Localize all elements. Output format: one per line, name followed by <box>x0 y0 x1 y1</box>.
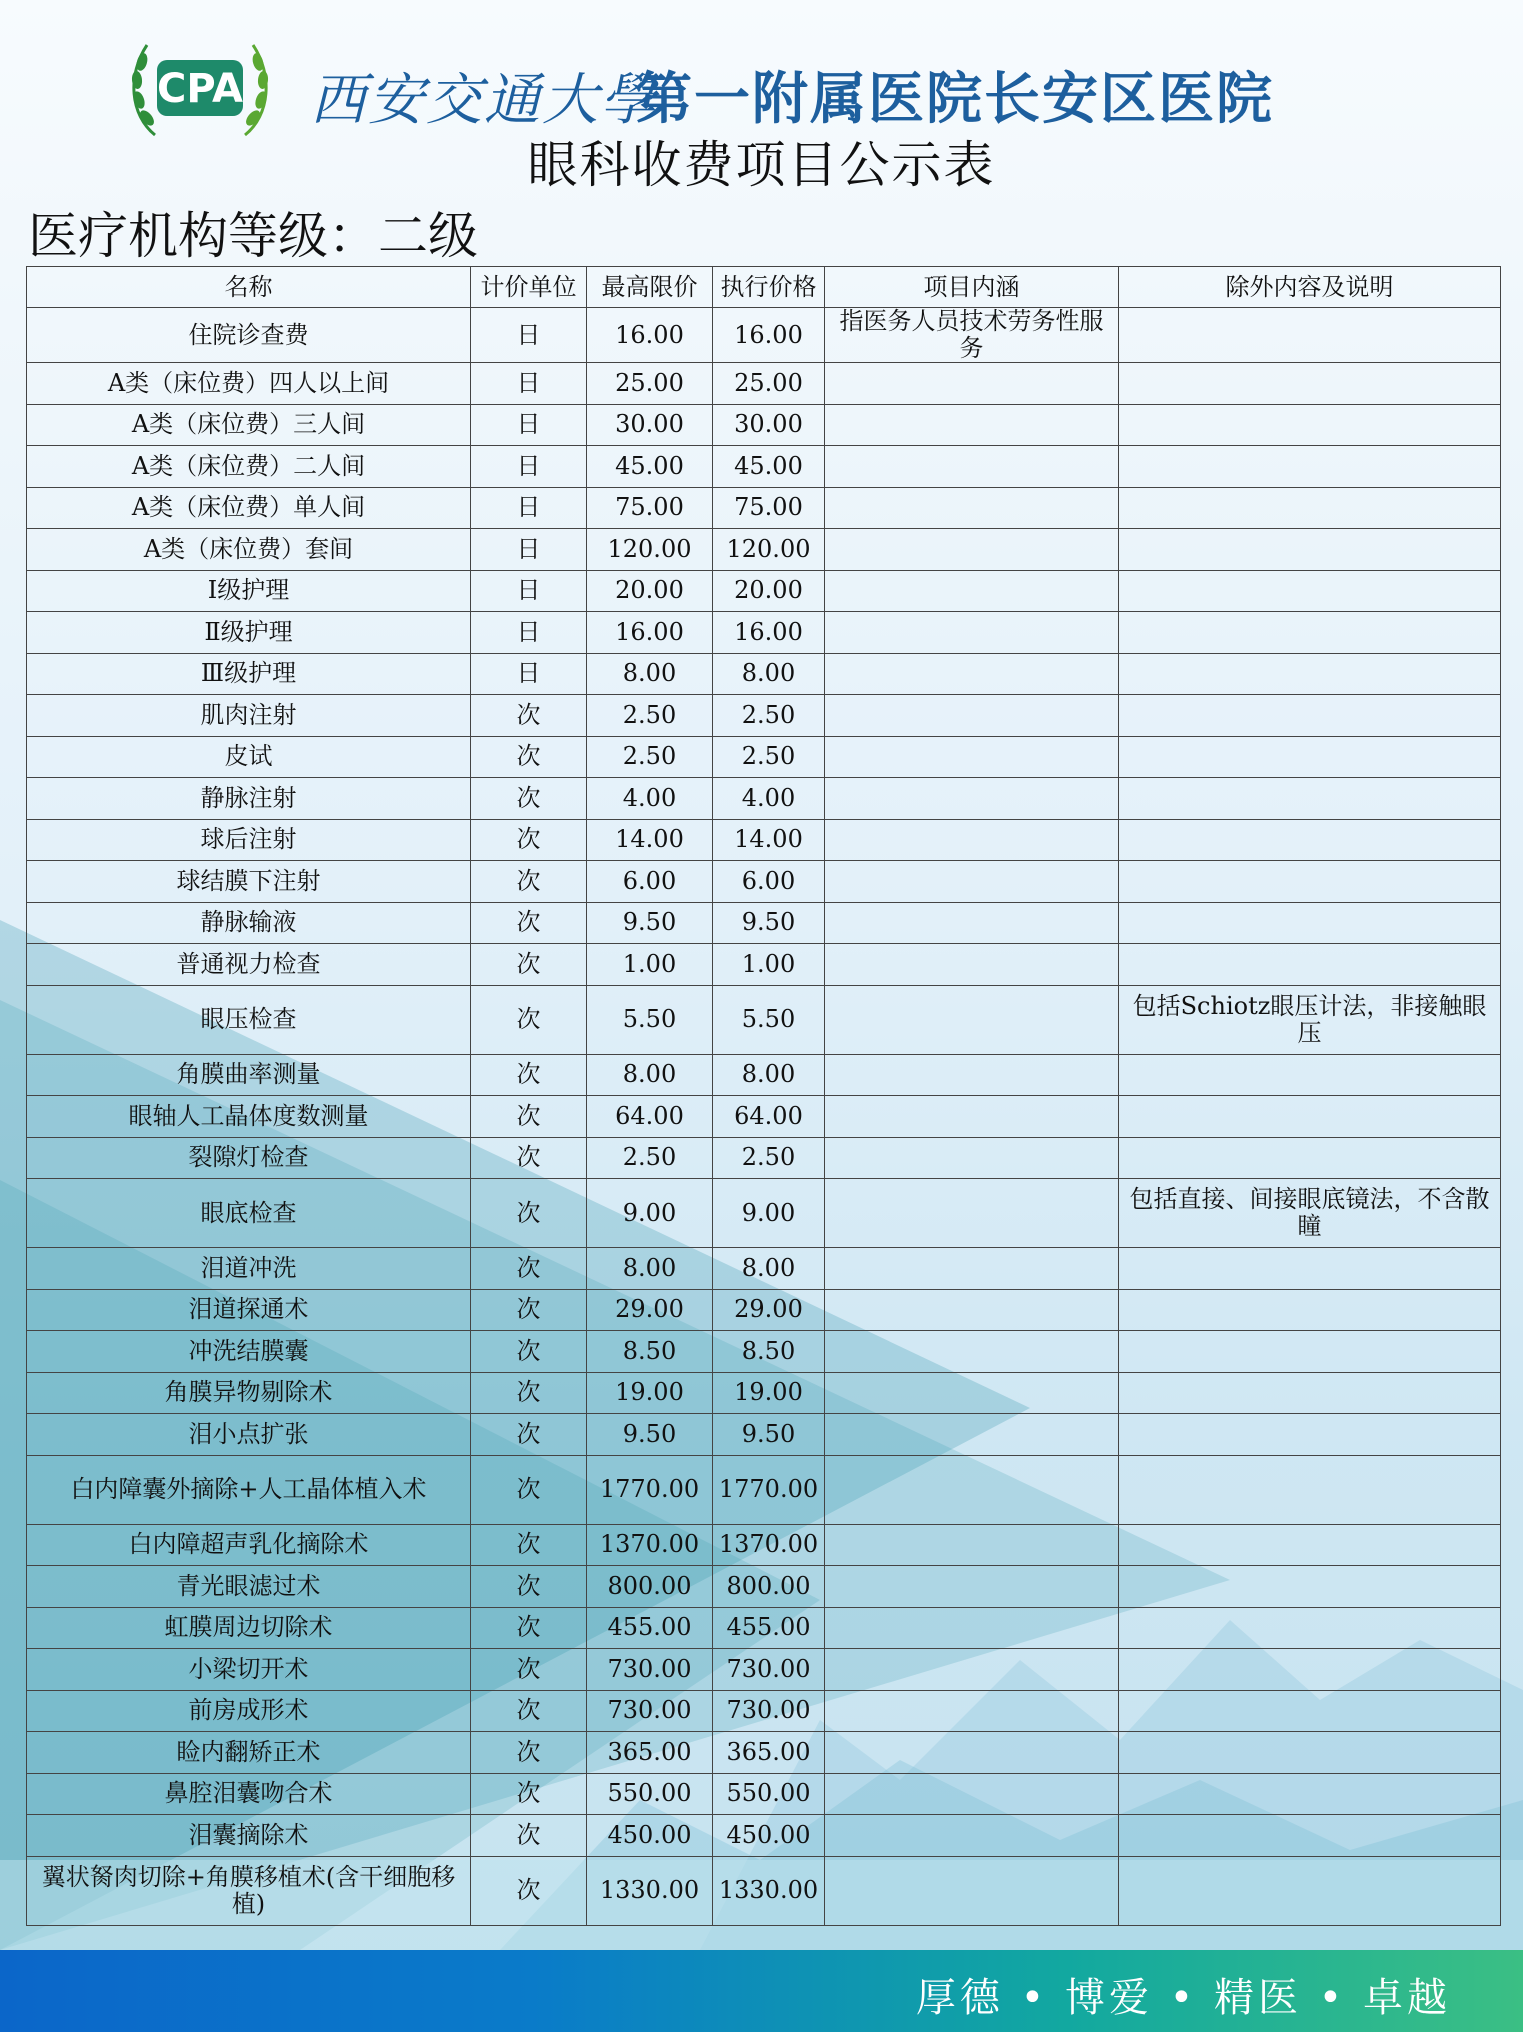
cell-exec-price: 30.00 <box>713 404 825 446</box>
table-row <box>27 1856 1501 1925</box>
cell-note <box>1119 653 1501 695</box>
table-row <box>27 1815 1501 1857</box>
cell-exec-price: 9.50 <box>713 1414 825 1456</box>
cell-note <box>1119 1096 1501 1138</box>
cell-note <box>1119 819 1501 861</box>
cell-exec-price: 1370.00 <box>713 1524 825 1566</box>
cell-exec-price: 8.00 <box>713 1054 825 1096</box>
cell-note <box>1119 1773 1501 1815</box>
cell-exec-price: 8.50 <box>713 1331 825 1373</box>
cell-content <box>825 653 1119 695</box>
cell-exec-price: 455.00 <box>713 1607 825 1649</box>
cell-unit: 日 <box>471 404 587 446</box>
table-row <box>27 1455 1501 1524</box>
cell-exec-price: 9.50 <box>713 902 825 944</box>
cell-unit: 次 <box>471 736 587 778</box>
table-row <box>27 363 1501 405</box>
table-row <box>27 1732 1501 1774</box>
cell-max-price: 2.50 <box>587 1137 713 1179</box>
cell-item-name: 眼轴人工晶体度数测量 <box>27 1096 471 1138</box>
table-row <box>27 612 1501 654</box>
cell-item-name: 白内障超声乳化摘除术 <box>27 1524 471 1566</box>
cell-max-price: 365.00 <box>587 1732 713 1774</box>
table-row <box>27 778 1501 820</box>
cell-note <box>1119 944 1501 986</box>
cell-unit: 次 <box>471 1607 587 1649</box>
cell-unit: 次 <box>471 1524 587 1566</box>
table-row <box>27 944 1501 986</box>
cell-max-price: 450.00 <box>587 1815 713 1857</box>
table-row <box>27 653 1501 695</box>
cell-content <box>825 1096 1119 1138</box>
cell-exec-price: 450.00 <box>713 1815 825 1857</box>
cell-unit: 日 <box>471 529 587 571</box>
cell-item-name: Ⅱ级护理 <box>27 612 471 654</box>
cell-item-name: A类（床位费）单人间 <box>27 487 471 529</box>
header-name: 名称 <box>27 267 471 308</box>
cell-exec-price: 6.00 <box>713 861 825 903</box>
cell-content <box>825 529 1119 571</box>
cell-note <box>1119 570 1501 612</box>
cell-unit: 日 <box>471 487 587 529</box>
cell-note <box>1119 1054 1501 1096</box>
cell-max-price: 29.00 <box>587 1289 713 1331</box>
cell-exec-price: 19.00 <box>713 1372 825 1414</box>
table-row <box>27 985 1501 1054</box>
cell-item-name: 小梁切开术 <box>27 1649 471 1691</box>
cell-exec-price: 365.00 <box>713 1732 825 1774</box>
cell-item-name: A类（床位费）套间 <box>27 529 471 571</box>
cell-item-name: 前房成形术 <box>27 1690 471 1732</box>
cell-item-name: 白内障囊外摘除+人工晶体植入术 <box>27 1455 471 1524</box>
header-exec-price: 执行价格 <box>713 267 825 308</box>
cell-unit: 次 <box>471 985 587 1054</box>
cell-unit: 次 <box>471 1289 587 1331</box>
cell-content <box>825 819 1119 861</box>
cell-unit: 次 <box>471 1566 587 1608</box>
cell-note <box>1119 1732 1501 1774</box>
cell-max-price: 16.00 <box>587 612 713 654</box>
cell-unit: 日 <box>471 308 587 363</box>
institution-level: 医疗机构等级：二级 <box>28 207 478 265</box>
cell-unit: 次 <box>471 1054 587 1096</box>
cell-unit: 次 <box>471 1096 587 1138</box>
cell-max-price: 14.00 <box>587 819 713 861</box>
cell-exec-price: 20.00 <box>713 570 825 612</box>
cell-max-price: 4.00 <box>587 778 713 820</box>
cell-exec-price: 1.00 <box>713 944 825 986</box>
logo-letters: CPA <box>157 66 243 112</box>
cell-max-price: 8.00 <box>587 1248 713 1290</box>
cell-max-price: 1370.00 <box>587 1524 713 1566</box>
footer-bar <box>0 1950 1523 2032</box>
cell-max-price: 1.00 <box>587 944 713 986</box>
cell-max-price: 30.00 <box>587 404 713 446</box>
cell-note <box>1119 1414 1501 1456</box>
cell-content <box>825 1773 1119 1815</box>
cell-max-price: 550.00 <box>587 1773 713 1815</box>
cell-note <box>1119 695 1501 737</box>
cell-content <box>825 985 1119 1054</box>
table-row <box>27 1649 1501 1691</box>
hospital-name-main: 第一附属医院长安区医院 <box>636 67 1274 132</box>
cell-content <box>825 1137 1119 1179</box>
cell-item-name: 眼压检查 <box>27 985 471 1054</box>
cell-note <box>1119 1524 1501 1566</box>
cell-item-name: A类（床位费）三人间 <box>27 404 471 446</box>
cell-max-price: 5.50 <box>587 985 713 1054</box>
cell-item-name: 泪道探通术 <box>27 1289 471 1331</box>
cell-item-name: 裂隙灯检查 <box>27 1137 471 1179</box>
table-row <box>27 1289 1501 1331</box>
cell-note <box>1119 902 1501 944</box>
cell-item-name: A类（床位费）四人以上间 <box>27 363 471 405</box>
cell-content <box>825 1414 1119 1456</box>
cell-note <box>1119 1607 1501 1649</box>
cell-unit: 次 <box>471 1649 587 1691</box>
cell-content <box>825 695 1119 737</box>
cell-note <box>1119 1815 1501 1857</box>
cell-unit: 日 <box>471 363 587 405</box>
table-row <box>27 1054 1501 1096</box>
table-row <box>27 487 1501 529</box>
cell-exec-price: 730.00 <box>713 1690 825 1732</box>
cell-max-price: 45.00 <box>587 446 713 488</box>
cell-note <box>1119 404 1501 446</box>
cell-exec-price: 1770.00 <box>713 1455 825 1524</box>
cell-item-name: 静脉输液 <box>27 902 471 944</box>
cell-max-price: 2.50 <box>587 695 713 737</box>
cell-content <box>825 1815 1119 1857</box>
cell-content <box>825 1331 1119 1373</box>
table-row <box>27 1414 1501 1456</box>
cell-content <box>825 1649 1119 1691</box>
cell-item-name: 青光眼滤过术 <box>27 1566 471 1608</box>
cell-max-price: 64.00 <box>587 1096 713 1138</box>
table-row <box>27 1179 1501 1248</box>
cell-item-name: 虹膜周边切除术 <box>27 1607 471 1649</box>
cell-exec-price: 64.00 <box>713 1096 825 1138</box>
cell-exec-price: 730.00 <box>713 1649 825 1691</box>
cell-max-price: 8.00 <box>587 1054 713 1096</box>
table-row <box>27 570 1501 612</box>
table-row <box>27 1690 1501 1732</box>
cell-note <box>1119 861 1501 903</box>
cell-exec-price: 2.50 <box>713 695 825 737</box>
cell-unit: 次 <box>471 1815 587 1857</box>
cell-max-price: 9.00 <box>587 1179 713 1248</box>
cell-item-name: 泪囊摘除术 <box>27 1815 471 1857</box>
cell-unit: 次 <box>471 819 587 861</box>
table-row <box>27 1607 1501 1649</box>
cell-item-name: 冲洗结膜囊 <box>27 1331 471 1373</box>
cell-item-name: 皮试 <box>27 736 471 778</box>
cell-exec-price: 29.00 <box>713 1289 825 1331</box>
cell-exec-price: 4.00 <box>713 778 825 820</box>
cell-max-price: 6.00 <box>587 861 713 903</box>
cell-content <box>825 1607 1119 1649</box>
cell-max-price: 75.00 <box>587 487 713 529</box>
table-row <box>27 1137 1501 1179</box>
cell-content <box>825 1248 1119 1290</box>
table-row <box>27 736 1501 778</box>
fee-table <box>26 266 1501 1926</box>
header-max-price: 最高限价 <box>587 267 713 308</box>
cell-unit: 次 <box>471 1414 587 1456</box>
table-row <box>27 446 1501 488</box>
cell-max-price: 730.00 <box>587 1649 713 1691</box>
cell-note <box>1119 308 1501 363</box>
cell-item-name: 球结膜下注射 <box>27 861 471 903</box>
cell-note: 包括Schiotz眼压计法，非接触眼压 <box>1119 985 1501 1054</box>
cell-note <box>1119 529 1501 571</box>
cell-unit: 次 <box>471 1455 587 1524</box>
table-row <box>27 819 1501 861</box>
cell-content <box>825 944 1119 986</box>
cell-exec-price: 800.00 <box>713 1566 825 1608</box>
cell-content <box>825 1179 1119 1248</box>
cell-note <box>1119 1331 1501 1373</box>
cell-max-price: 800.00 <box>587 1566 713 1608</box>
slogan: 厚德 • 博爱 • 精医 • 卓越 <box>915 1975 1451 2021</box>
cell-content <box>825 570 1119 612</box>
header-notes: 除外内容及说明 <box>1119 267 1501 308</box>
table-row <box>27 902 1501 944</box>
cell-unit: 日 <box>471 612 587 654</box>
cell-note: 包括直接、间接眼底镜法，不含散瞳 <box>1119 1179 1501 1248</box>
cell-unit: 日 <box>471 570 587 612</box>
cell-max-price: 9.50 <box>587 1414 713 1456</box>
cell-max-price: 120.00 <box>587 529 713 571</box>
header <box>0 0 1523 265</box>
cell-max-price: 1770.00 <box>587 1455 713 1524</box>
cell-exec-price: 2.50 <box>713 736 825 778</box>
cell-item-name: 角膜曲率测量 <box>27 1054 471 1096</box>
cell-note <box>1119 487 1501 529</box>
cell-max-price: 1330.00 <box>587 1856 713 1925</box>
cell-exec-price: 8.00 <box>713 653 825 695</box>
cell-item-name: Ⅰ级护理 <box>27 570 471 612</box>
table-row <box>27 1773 1501 1815</box>
cell-unit: 次 <box>471 861 587 903</box>
cell-content <box>825 1856 1119 1925</box>
cell-max-price: 8.00 <box>587 653 713 695</box>
table-row <box>27 1096 1501 1138</box>
cell-note <box>1119 363 1501 405</box>
cell-item-name: 翼状胬肉切除+角膜移植术(含干细胞移植) <box>27 1856 471 1925</box>
cell-exec-price: 1330.00 <box>713 1856 825 1925</box>
cell-item-name: 泪道冲洗 <box>27 1248 471 1290</box>
table-row <box>27 1331 1501 1373</box>
cell-content <box>825 446 1119 488</box>
cell-content <box>825 404 1119 446</box>
cell-content <box>825 1524 1119 1566</box>
table-row <box>27 695 1501 737</box>
cell-content <box>825 902 1119 944</box>
table-row <box>27 404 1501 446</box>
fee-table-body <box>27 308 1501 1926</box>
cell-max-price: 2.50 <box>587 736 713 778</box>
table-row <box>27 861 1501 903</box>
cell-item-name: A类（床位费）二人间 <box>27 446 471 488</box>
cell-exec-price: 550.00 <box>713 1773 825 1815</box>
cell-exec-price: 45.00 <box>713 446 825 488</box>
cell-content <box>825 1566 1119 1608</box>
table-row <box>27 308 1501 363</box>
table-row <box>27 1372 1501 1414</box>
cell-note <box>1119 1856 1501 1925</box>
cell-item-name: 肌肉注射 <box>27 695 471 737</box>
cell-unit: 次 <box>471 778 587 820</box>
cell-note <box>1119 736 1501 778</box>
cell-content <box>825 1372 1119 1414</box>
cell-content: 指医务人员技术劳务性服务 <box>825 308 1119 363</box>
cell-content <box>825 861 1119 903</box>
cell-content <box>825 363 1119 405</box>
cell-note <box>1119 1690 1501 1732</box>
cell-unit: 日 <box>471 653 587 695</box>
cell-max-price: 19.00 <box>587 1372 713 1414</box>
table-row <box>27 1248 1501 1290</box>
table-row <box>27 1566 1501 1608</box>
table-row <box>27 1524 1501 1566</box>
cell-content <box>825 736 1119 778</box>
cell-item-name: Ⅲ级护理 <box>27 653 471 695</box>
cell-unit: 次 <box>471 1773 587 1815</box>
cell-unit: 次 <box>471 1331 587 1373</box>
cell-content <box>825 1455 1119 1524</box>
cell-unit: 次 <box>471 944 587 986</box>
cell-content <box>825 612 1119 654</box>
cell-unit: 日 <box>471 446 587 488</box>
cell-item-name: 鼻腔泪囊吻合术 <box>27 1773 471 1815</box>
cell-note <box>1119 446 1501 488</box>
cell-item-name: 普通视力检查 <box>27 944 471 986</box>
cell-note <box>1119 1566 1501 1608</box>
cell-exec-price: 75.00 <box>713 487 825 529</box>
cell-note <box>1119 1372 1501 1414</box>
cell-exec-price: 16.00 <box>713 308 825 363</box>
cell-unit: 次 <box>471 695 587 737</box>
cell-exec-price: 9.00 <box>713 1179 825 1248</box>
table-row <box>27 529 1501 571</box>
cell-note <box>1119 612 1501 654</box>
cell-content <box>825 1054 1119 1096</box>
cell-note <box>1119 1137 1501 1179</box>
cell-max-price: 16.00 <box>587 308 713 363</box>
cell-item-name: 静脉注射 <box>27 778 471 820</box>
cell-max-price: 9.50 <box>587 902 713 944</box>
cell-unit: 次 <box>471 1856 587 1925</box>
cell-max-price: 8.50 <box>587 1331 713 1373</box>
cell-note <box>1119 1289 1501 1331</box>
cell-exec-price: 16.00 <box>713 612 825 654</box>
cell-max-price: 20.00 <box>587 570 713 612</box>
cell-note <box>1119 778 1501 820</box>
cell-unit: 次 <box>471 1179 587 1248</box>
cell-unit: 次 <box>471 1137 587 1179</box>
header-unit: 计价单位 <box>471 267 587 308</box>
cell-note <box>1119 1455 1501 1524</box>
cell-max-price: 730.00 <box>587 1690 713 1732</box>
cell-max-price: 455.00 <box>587 1607 713 1649</box>
cell-exec-price: 8.00 <box>713 1248 825 1290</box>
cell-unit: 次 <box>471 1372 587 1414</box>
header-content: 项目内涵 <box>825 267 1119 308</box>
cell-exec-price: 2.50 <box>713 1137 825 1179</box>
cell-note <box>1119 1248 1501 1290</box>
cell-unit: 次 <box>471 902 587 944</box>
cell-content <box>825 1732 1119 1774</box>
cell-item-name: 睑内翻矫正术 <box>27 1732 471 1774</box>
cell-content <box>825 487 1119 529</box>
hospital-name-script: 西安交通大學 <box>310 68 658 133</box>
cell-note <box>1119 1649 1501 1691</box>
cell-max-price: 25.00 <box>587 363 713 405</box>
cell-item-name: 球后注射 <box>27 819 471 861</box>
cell-unit: 次 <box>471 1248 587 1290</box>
cell-unit: 次 <box>471 1732 587 1774</box>
cell-content <box>825 778 1119 820</box>
cell-exec-price: 5.50 <box>713 985 825 1054</box>
cell-exec-price: 14.00 <box>713 819 825 861</box>
cell-content <box>825 1690 1119 1732</box>
table-header-row <box>27 267 1501 308</box>
cell-unit: 次 <box>471 1690 587 1732</box>
cell-item-name: 角膜异物剔除术 <box>27 1372 471 1414</box>
cell-item-name: 住院诊查费 <box>27 308 471 363</box>
cell-item-name: 眼底检查 <box>27 1179 471 1248</box>
cell-exec-price: 120.00 <box>713 529 825 571</box>
cell-item-name: 泪小点扩张 <box>27 1414 471 1456</box>
page-title: 眼科收费项目公示表 <box>527 136 996 194</box>
cell-exec-price: 25.00 <box>713 363 825 405</box>
cell-content <box>825 1289 1119 1331</box>
